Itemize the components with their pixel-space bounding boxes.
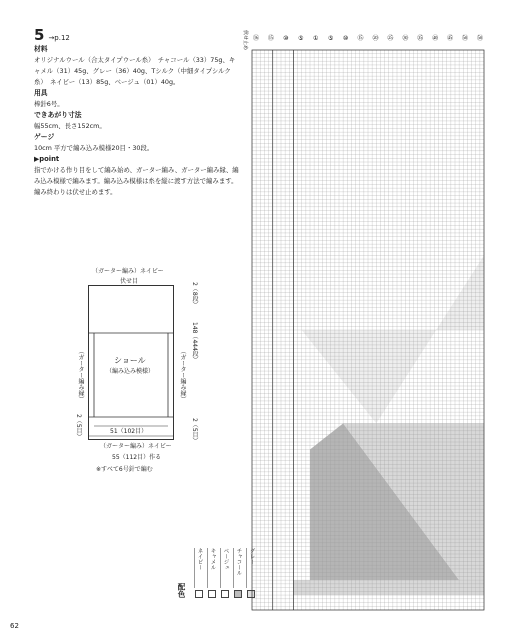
tools-body: 棒針6号。 bbox=[34, 100, 64, 108]
point-body: 指でかける作り目をして編み始め、ガーター編み、ガーター編み縁、編み込み模様で編みます。編み込み模様は糸を縦に渡す方法で編みます。編み終わりは伏せ止めます。 bbox=[34, 166, 239, 196]
color-legend bbox=[176, 548, 256, 598]
materials-title: 材料 bbox=[34, 45, 48, 53]
schematic-top-label: （ガーター編み）ネイビー bbox=[92, 268, 164, 275]
chart-top-label: 伏せ止め bbox=[242, 30, 248, 51]
schematic-bottom-width: 55（112目）作る bbox=[112, 454, 162, 461]
schematic-inner-width: 51（102目） bbox=[110, 428, 148, 435]
chart-column-marker: ⑤ bbox=[298, 35, 304, 42]
page-number: 62 bbox=[10, 622, 19, 630]
chart-column-marker: ① bbox=[313, 35, 319, 42]
legend-color-name: ベージュ bbox=[220, 548, 230, 588]
schematic-top-bindoff: 伏せ目 bbox=[120, 278, 139, 285]
chart-column-marker: ⑳ bbox=[372, 35, 379, 42]
size-title: できあがり寸法 bbox=[34, 111, 82, 119]
gauge-title: ゲージ bbox=[34, 133, 55, 141]
chart-column-marker: ⑩ bbox=[283, 35, 289, 42]
chart-column-markers bbox=[253, 34, 483, 42]
legend-swatch bbox=[195, 590, 203, 598]
legend-color-name: キャメル bbox=[207, 548, 217, 588]
legend-color-name: ネイビー bbox=[194, 548, 204, 588]
schematic-right-bot: 2（5目） bbox=[191, 418, 198, 444]
legend-item bbox=[232, 548, 243, 598]
chart-column-marker: ㊿ bbox=[476, 35, 484, 42]
schematic-side-left: （ガーター編み縁） bbox=[77, 348, 84, 402]
legend-swatch bbox=[208, 590, 216, 598]
schematic-left-bot: 2（5目） bbox=[75, 414, 82, 440]
knitting-chart bbox=[242, 24, 484, 610]
schematic-side-right: （ガーター編み縁） bbox=[179, 348, 186, 402]
chart-column-marker: ㊵ bbox=[432, 35, 439, 42]
instructions-block bbox=[34, 44, 240, 198]
chart-column-marker: ⑮ bbox=[267, 35, 274, 42]
chart-column-marker: ⑯ bbox=[252, 35, 260, 42]
schematic-right-mid: 148（444段） bbox=[191, 322, 198, 363]
chart-column-marker: ㊺ bbox=[447, 35, 454, 42]
chart-column-marker: ㉕ bbox=[387, 35, 394, 42]
pattern-number: 5 bbox=[34, 26, 45, 44]
legend-item bbox=[206, 548, 217, 598]
chart-column-marker: ㊿ bbox=[462, 35, 469, 42]
chart-column-marker: ⑤ bbox=[327, 35, 334, 42]
legend-color-name: グレー bbox=[246, 548, 256, 588]
tools-title: 用具 bbox=[34, 89, 48, 97]
schematic-center-sub: （編み込み模様） bbox=[106, 368, 155, 375]
materials-body: オリジナルウール（合太タイプウール糸） チャコール（33）75g、キャメル（31）45g、グレー（36）40g、Tシルク（中細タイプシルク糸） ネイビー（13）85g、ベージュ（01）40g。 bbox=[34, 56, 236, 86]
point-title: ▶point bbox=[34, 155, 60, 163]
legend-swatch bbox=[221, 590, 229, 598]
legend-item bbox=[193, 548, 204, 598]
page-reference: →p.12 bbox=[48, 34, 70, 42]
chart-column-marker: ⑮ bbox=[357, 35, 364, 42]
size-body: 幅55cm、長さ152cm。 bbox=[34, 122, 106, 130]
pattern-header bbox=[34, 26, 70, 44]
legend-color-name: チャコール bbox=[233, 548, 243, 588]
legend-swatch bbox=[234, 590, 242, 598]
chart-column-marker: ⑩ bbox=[342, 35, 349, 42]
chart-column-marker: ㉚ bbox=[402, 35, 409, 42]
schematic-bottom-label: （ガーター編み）ネイビー bbox=[100, 443, 172, 450]
chart-column-marker: ㉟ bbox=[417, 35, 424, 42]
gauge-body: 10cm 平方で編み込み模様20目・30段。 bbox=[34, 144, 154, 152]
schematic-center-title: ショール bbox=[114, 356, 146, 365]
schematic-right-top: 2（8段） bbox=[191, 282, 198, 308]
legend-title: 配色 bbox=[177, 583, 186, 598]
schematic-note: ※すべて6号針で編む bbox=[96, 466, 153, 473]
legend-item bbox=[219, 548, 230, 598]
